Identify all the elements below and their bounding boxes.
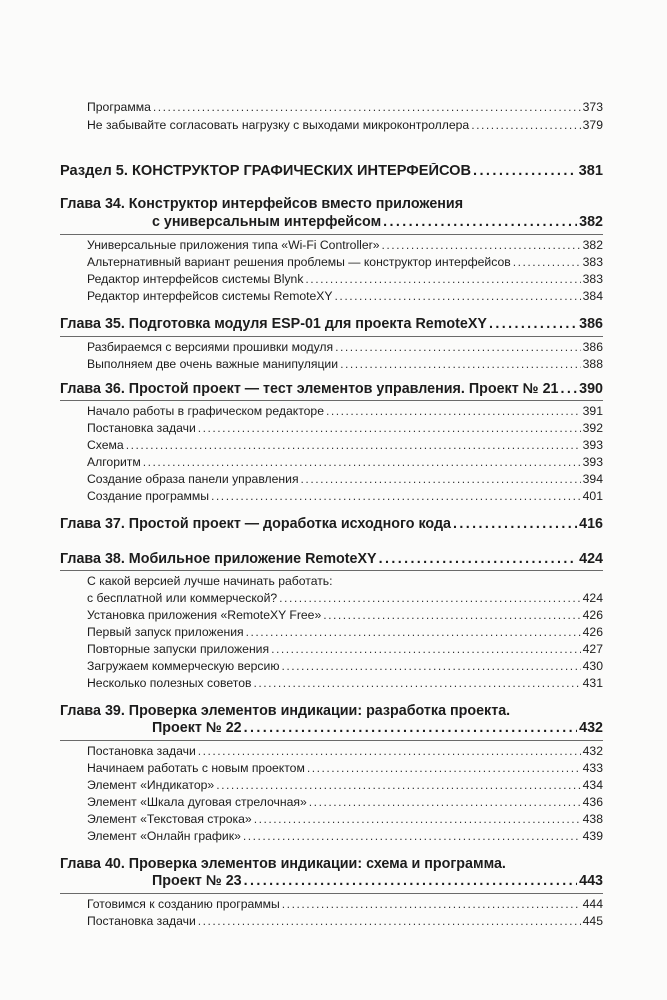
chapter-page: 390 — [579, 381, 603, 397]
dot-leader — [379, 551, 578, 567]
toc-item — [87, 455, 603, 469]
dot-leader — [471, 118, 580, 132]
toc-item-page: 384 — [582, 289, 603, 303]
toc-item — [87, 118, 603, 132]
toc-item-title: Повторные запуски приложения — [87, 642, 270, 656]
toc-item-page: 445 — [582, 914, 603, 928]
chapter-title: Глава 38. Мобильное приложение RemoteXY — [60, 551, 377, 567]
dot-leader — [309, 795, 581, 809]
toc-item-title: Начало работы в графическом редакторе — [87, 404, 324, 418]
toc-item — [87, 897, 603, 911]
toc-section — [60, 163, 603, 179]
toc-item-title: Редактор интерфейсов системы Blynk — [87, 272, 304, 286]
toc-item — [87, 795, 603, 809]
toc-item — [87, 914, 603, 928]
dot-leader — [143, 455, 581, 469]
chapter-rule — [60, 893, 603, 894]
toc-item-title: Элемент «Индикатор» — [87, 778, 215, 792]
dot-leader — [323, 608, 580, 622]
toc-item-page: 379 — [582, 118, 603, 132]
section-page: 381 — [578, 163, 603, 179]
toc-item — [87, 357, 603, 371]
toc-item-page: 394 — [582, 472, 603, 486]
toc-item — [87, 100, 603, 114]
toc-item — [87, 642, 603, 656]
toc-item-page: 436 — [582, 795, 603, 809]
toc-item-page: 383 — [582, 272, 603, 286]
dot-leader — [271, 642, 581, 656]
dot-leader — [198, 744, 581, 758]
toc-item — [87, 778, 603, 792]
dot-leader — [335, 340, 581, 354]
dot-leader — [244, 873, 578, 889]
toc-item-title: Элемент «Шкала дуговая стрелочная» — [87, 795, 307, 809]
chapter-page: 443 — [579, 873, 603, 889]
toc-item-title: Не забывайте согласовать нагрузку с выходами микроконтроллера — [87, 118, 470, 132]
toc-item-page: 386 — [582, 340, 603, 354]
dot-leader — [253, 676, 580, 690]
dot-leader — [382, 238, 581, 252]
toc-item-page: 401 — [582, 489, 603, 503]
toc-item-page: 424 — [582, 591, 603, 605]
chapter-rule — [60, 570, 603, 571]
chapter-rule — [60, 336, 603, 337]
toc-item-title: Элемент «Онлайн график» — [87, 829, 241, 843]
toc-item — [87, 591, 603, 605]
toc-item-page: 373 — [582, 100, 603, 114]
toc-item-title: Готовимся к созданию программы — [87, 897, 280, 911]
dot-leader — [453, 516, 577, 532]
dot-leader — [244, 720, 578, 736]
toc-item-title-line: С какой версией лучше начинать работать: — [87, 574, 333, 588]
toc-item — [87, 608, 603, 622]
toc-chapter — [152, 720, 603, 736]
toc-item-page: 438 — [582, 812, 603, 826]
toc-item-title: Разбираемся с версиями прошивки модуля — [87, 340, 334, 354]
chapter-page: 432 — [579, 720, 603, 736]
toc-item — [87, 761, 603, 775]
chapter-title-line: Глава 39. Проверка элементов индикации: разработка проекта. — [60, 703, 511, 719]
toc-item — [87, 438, 603, 452]
dot-leader — [340, 357, 581, 371]
toc-item-title: Программа — [87, 100, 151, 114]
toc-item — [87, 812, 603, 826]
toc-item-title: Элемент «Текстовая строка» — [87, 812, 252, 826]
dot-leader — [126, 438, 581, 452]
dot-leader — [301, 472, 581, 486]
toc-item-page: 426 — [582, 625, 603, 639]
toc-item — [87, 421, 603, 435]
toc-item-page: 391 — [582, 404, 603, 418]
chapter-title: с универсальным интерфейсом — [152, 214, 382, 230]
dot-leader — [335, 289, 581, 303]
chapter-page: 386 — [579, 316, 603, 332]
section-title: Раздел 5. КОНСТРУКТОР ГРАФИЧЕСКИХ ИНТЕРФЕЙСОВ — [60, 163, 472, 179]
toc-item — [87, 676, 603, 690]
chapter-page: 424 — [579, 551, 603, 567]
dot-leader — [198, 421, 581, 435]
toc-chapter — [152, 214, 603, 230]
toc-item-title: Алгоритм — [87, 455, 141, 469]
toc-chapter — [60, 516, 603, 532]
toc-item-title: с бесплатной или коммерческой? — [87, 591, 278, 605]
chapter-rule — [60, 400, 603, 401]
dot-leader — [560, 381, 577, 397]
toc-item-title: Редактор интерфейсов системы RemoteXY — [87, 289, 333, 303]
dot-leader — [216, 778, 580, 792]
toc-item — [87, 289, 603, 303]
toc-item-title: Постановка задачи — [87, 914, 196, 928]
toc-item — [87, 625, 603, 639]
toc-item-page: 432 — [582, 744, 603, 758]
chapter-rule — [60, 234, 603, 235]
toc-item — [87, 829, 603, 843]
toc-item-title: Загружаем коммерческую версию — [87, 659, 280, 673]
dot-leader — [282, 897, 581, 911]
chapter-rule — [60, 740, 603, 741]
toc-item — [87, 340, 603, 354]
toc-item-title: Постановка задачи — [87, 421, 196, 435]
dot-leader — [305, 272, 580, 286]
toc-item-title: Создание программы — [87, 489, 210, 503]
toc-item-page: 433 — [582, 761, 603, 775]
toc-chapter — [60, 551, 603, 567]
toc-item — [87, 404, 603, 418]
dot-leader — [198, 914, 581, 928]
chapter-title: Глава 35. Подготовка модуля ESP-01 для проекта RemoteXY — [60, 316, 487, 332]
toc-item-title: Схема — [87, 438, 124, 452]
toc-chapter — [60, 316, 603, 332]
toc-item-page: 393 — [582, 438, 603, 452]
toc-item-title: Постановка задачи — [87, 744, 196, 758]
dot-leader — [243, 829, 581, 843]
dot-leader — [246, 625, 581, 639]
toc-item-title: Установка приложения «RemoteXY Free» — [87, 608, 322, 622]
chapter-title-line: Глава 40. Проверка элементов индикации: схема и программа. — [60, 856, 506, 872]
dot-leader — [473, 163, 577, 179]
toc-item-title: Создание образа панели управления — [87, 472, 299, 486]
chapter-title: Проект № 22 — [152, 720, 242, 736]
toc-item-page: 383 — [582, 255, 603, 269]
toc-chapter — [60, 381, 603, 397]
toc-item-title: Альтернативный вариант решения проблемы — конструктор интерфейсов — [87, 255, 511, 269]
toc-item-title: Первый запуск приложения — [87, 625, 244, 639]
toc-item-title: Несколько полезных советов — [87, 676, 252, 690]
toc-item-page: 439 — [582, 829, 603, 843]
toc-item — [87, 238, 603, 252]
toc-item-page: 430 — [582, 659, 603, 673]
toc-item-page: 431 — [582, 676, 603, 690]
dot-leader — [326, 404, 581, 418]
chapter-page: 416 — [579, 516, 603, 532]
toc-chapter — [152, 873, 603, 889]
dot-leader — [211, 489, 581, 503]
chapter-page: 382 — [579, 214, 603, 230]
toc-item — [87, 255, 603, 269]
toc-item — [87, 744, 603, 758]
toc-item-page: 427 — [582, 642, 603, 656]
dot-leader — [307, 761, 581, 775]
dot-leader — [383, 214, 577, 230]
dot-leader — [281, 659, 580, 673]
dot-leader — [279, 591, 580, 605]
toc-item-page: 388 — [582, 357, 603, 371]
chapter-title: Глава 36. Простой проект — тест элементов управления. Проект № 21 — [60, 381, 559, 397]
dot-leader — [153, 100, 581, 114]
dot-leader — [513, 255, 581, 269]
toc-item-page: 444 — [582, 897, 603, 911]
toc-item-page: 393 — [582, 455, 603, 469]
dot-leader — [489, 316, 577, 332]
chapter-title-line: Глава 34. Конструктор интерфейсов вместо приложения — [60, 196, 464, 212]
toc-item-title: Начинаем работать с новым проектом — [87, 761, 305, 775]
toc-item-page: 434 — [582, 778, 603, 792]
toc-item — [87, 489, 603, 503]
chapter-title: Проект № 23 — [152, 873, 242, 889]
toc-item-page: 426 — [582, 608, 603, 622]
toc-item-page: 392 — [582, 421, 603, 435]
toc-item — [87, 272, 603, 286]
toc-item-page: 382 — [582, 238, 603, 252]
toc-item — [87, 659, 603, 673]
chapter-title: Глава 37. Простой проект — доработка исходного кода — [60, 516, 451, 532]
toc-item-title: Универсальные приложения типа «Wi-Fi Controller» — [87, 238, 380, 252]
dot-leader — [254, 812, 581, 826]
toc-item — [87, 472, 603, 486]
toc-item-title: Выполняем две очень важные манипуляции — [87, 357, 339, 371]
